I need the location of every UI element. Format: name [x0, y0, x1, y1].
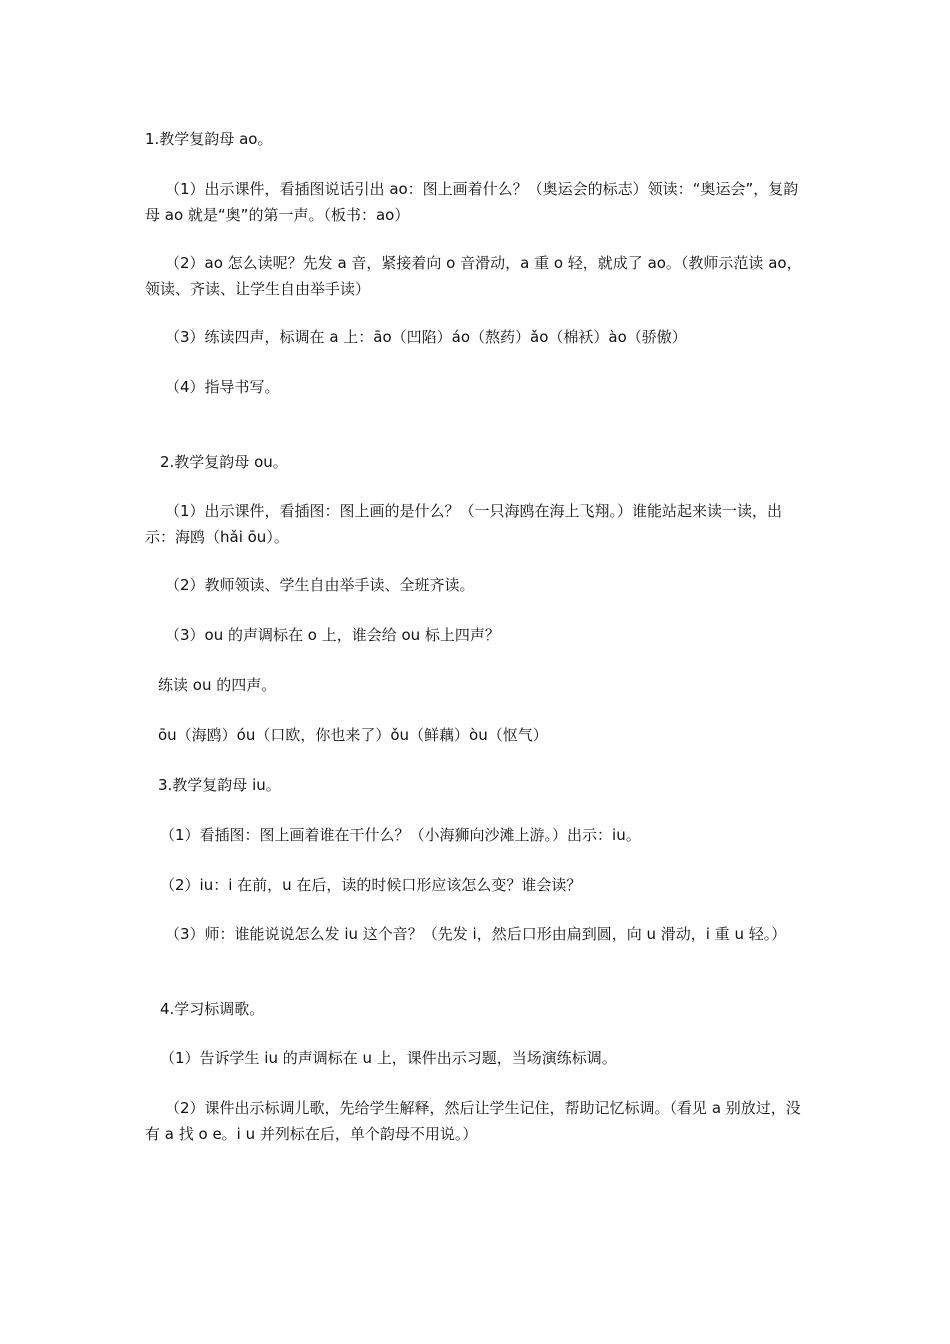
section-heading-tone-song: 4.学习标调歌。	[160, 1000, 265, 1018]
paragraph-ao-step-2: （2）ao 怎么读呢？先发 a 音，紧接着向 o 音滑动，a 重 o 轻，就成了 ao。（教师示范读 ao，领读、齐读、让学生自由举手读）	[145, 254, 802, 298]
paragraph-ou-tones: ōu（海鸥）óu（口欧，你也来了）ǒu（鲜藕）òu（怄气）	[158, 726, 548, 744]
paragraph-ou-practice: 练读 ou 的四声。	[158, 676, 277, 694]
paragraph-ou-step-3: （3）ou 的声调标在 o 上，谁会给 ou 标上四声？	[165, 626, 500, 644]
section-heading-ao: 1.教学复韵母 ao。	[145, 130, 273, 148]
paragraph-ou-step-2: （2）教师领读、学生自由举手读、全班齐读。	[165, 576, 475, 594]
section-heading-ou: 2.教学复韵母 ou。	[160, 453, 288, 471]
paragraph-ao-step-1: （1）出示课件，看插图说话引出 ao：图上画着什么？（奥运会的标志）领读：“奥运会”，复韵母 ao 就是“奥”的第一声。（板书：ao）	[145, 180, 799, 224]
paragraph-ao-step-3: （3）练读四声，标调在 a 上：āo（凹陷）áo（熬药）ǎo（棉袄）ào（骄傲）	[165, 328, 687, 346]
paragraph-tone-song-step-1: （1）告诉学生 iu 的声调标在 u 上，课件出示习题，当场演练标调。	[160, 1049, 617, 1067]
paragraph-ou-step-1: （1）出示课件，看插图：图上画的是什么？（一只海鸥在海上飞翔。）谁能站起来读一读，出示：海鸥（hǎi ōu）。	[145, 502, 783, 546]
paragraph-ao-step-4: （4）指导书写。	[165, 378, 280, 396]
section-heading-iu: 3.教学复韵母 iu。	[158, 776, 281, 794]
paragraph-iu-step-3: （3）师：谁能说说怎么发 iu 这个音？（先发 i，然后口形由扁到圆，向 u 滑动，i 重 u 轻。）	[165, 925, 787, 943]
paragraph-iu-step-1: （1）看插图：图上画着谁在干什么？（小海狮向沙滩上游。）出示：iu。	[160, 826, 641, 844]
paragraph-iu-step-2: （2）iu：i 在前，u 在后，读的时候口形应该怎么变？谁会读？	[160, 876, 582, 894]
paragraph-tone-song-step-2: （2）课件出示标调儿歌，先给学生解释，然后让学生记住，帮助记忆标调。（看见 a 别放过，没有 a 找 o e。i u 并列标在后，单个韵母不用说。）	[145, 1099, 801, 1143]
